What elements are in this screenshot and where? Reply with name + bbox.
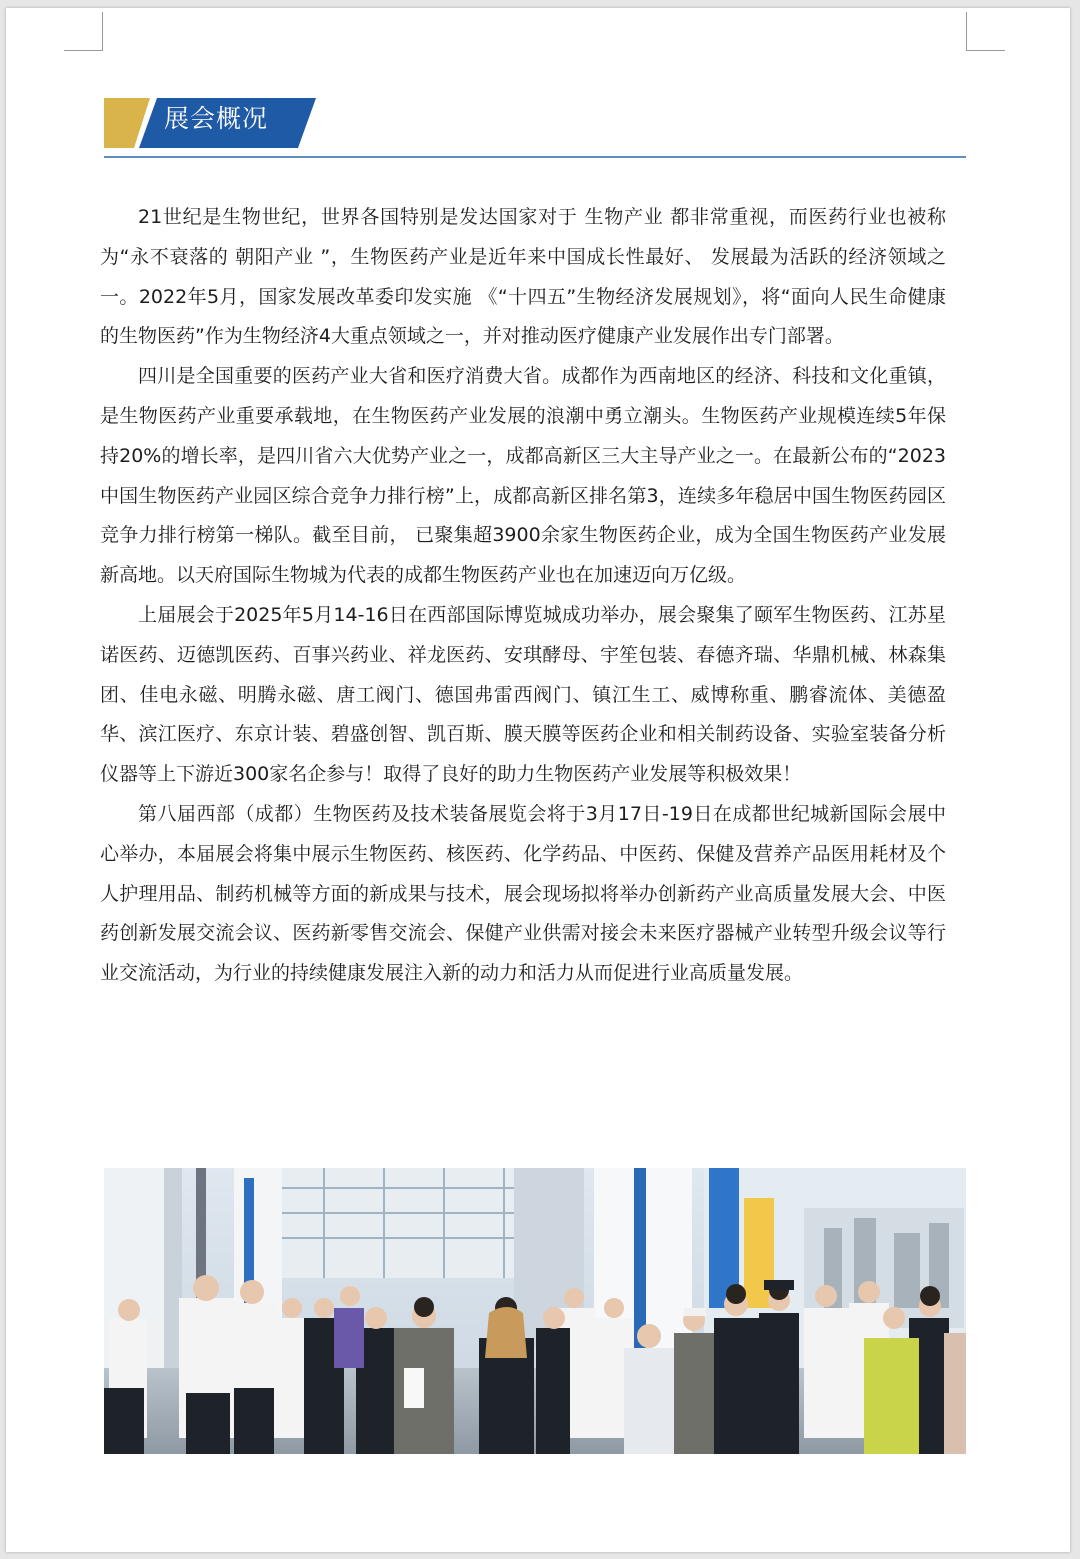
exhibition-crowd-photo xyxy=(104,1168,966,1454)
crop-mark-top-right xyxy=(966,12,1005,51)
header-divider xyxy=(104,156,966,158)
paragraph-2: 四川是全国重要的医药产业大省和医疗消费大省。成都作为西南地区的经济、科技和文化重镇，是生物医药产业重要承载地，在生物医药产业发展的浪潮中勇立潮头。生物医药产业规模连续5年保持20%的增长率，是四川省六大优势产业之一，成都高新区三大主导产业之一。在最新公布的“2023 中国生物医药产业园区综合竞争力排行榜”上，成都高新区排名第3，连续多年稳居中国生物医药园区竞争力排行榜第一梯队。截至目前， 已聚集超3900余家生物医药企业，成为全国生物医药产业发展新高地。以天府国际生物城为代表的成都生物医药产业也在加速迈向万亿级。 xyxy=(100,365,946,587)
section-title: 展会概况 xyxy=(164,104,269,133)
crop-mark-top-left xyxy=(64,12,103,51)
paragraph-1: 21世纪是生物世纪，世界各国特别是发达国家对于 生物产业 都非常重视，而医药行业也被称为“永不衰落的 朝阳产业 ”，生物医药产业是近年来中国成长性最好、 发展最为活跃的经济领域之一。2022年5月，国家发展改革委印发实施 《“十四五”生物经济发展规划》，将“面向人民生命健康的生物医药”作为生物经济4大重点领域之一，并对推动医疗健康产业发展作出专门部署。 xyxy=(100,206,946,348)
section-header xyxy=(104,90,966,160)
paragraph-3: 上届展会于2025年5月14-16日在西部国际博览城成功举办，展会聚集了颐军生物医药、江苏星诺医药、迈德凯医药、百事兴药业、祥龙医药、安琪酵母、宇笙包装、春德齐瑞、华鼎机械、林森集团、佳电永磁、明腾永磁、唐工阀门、德国弗雷西阀门、镇江生工、威博称重、鹏睿流体、美德盈华、滨江医疗、东京计装、碧盛创智、凯百斯、膜天膜等医药企业和相关制药设备、实验室装备分析仪器等上下游近300家名企参与！取得了良好的助力生物医药产业发展等积极效果！ xyxy=(100,603,946,786)
body-text xyxy=(100,198,946,994)
exhibition-hall-illustration xyxy=(104,1168,966,1454)
paragraph-4: 第八届西部（成都）生物医药及技术装备展览会将于3月17日-19日在成都世纪城新国际会展中心举办，本届展会将集中展示生物医药、核医药、化学药品、中医药、保健及营养产品医用耗材及个人护理用品、制药机械等方面的新成果与技术，展会现场拟将举办创新药产业高质量发展大会、中医药创新发展交流会议、医药新零售交流会、保健产业供需对接会未来医疗器械产业转型升级会议等行业交流活动，为行业的持续健康发展注入新的动力和活力从而促进行业高质量发展。 xyxy=(100,802,946,985)
document-page xyxy=(6,8,1070,1552)
